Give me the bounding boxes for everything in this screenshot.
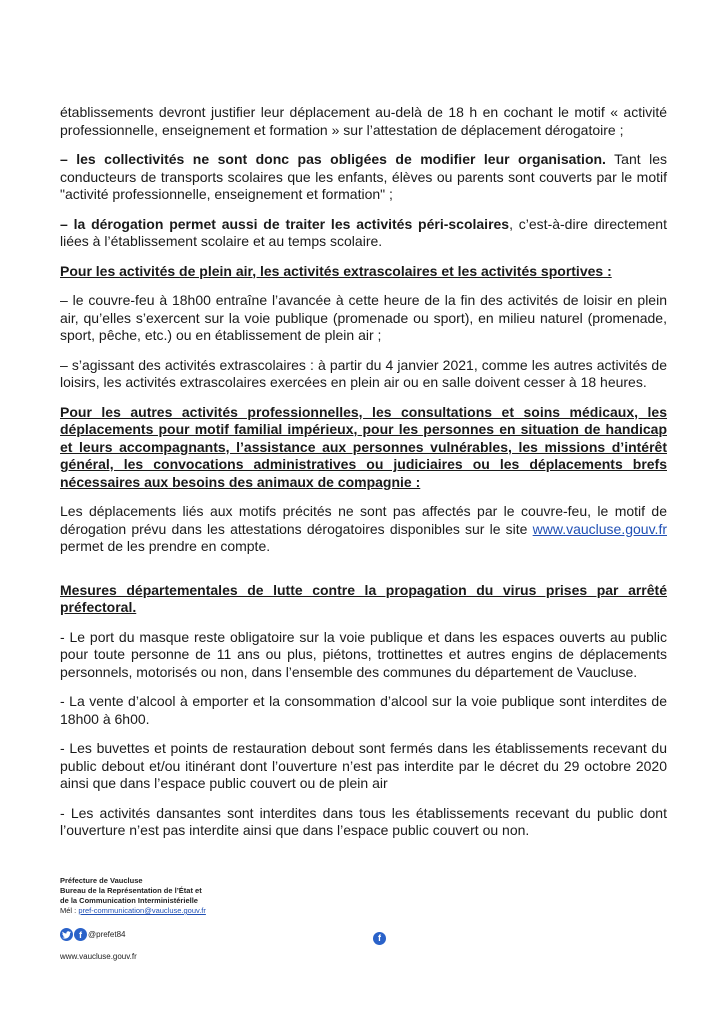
paragraph: - Les activités dansantes sont interdites dans tous les établissements recevant du public dont l’ouverture n’est pas interdite ainsi que dans l’espace public couvert ou non. [60,804,667,838]
website-link[interactable]: www.vaucluse.gouv.fr [532,520,667,537]
paragraph-text: Les déplacements liés aux motifs précités ne sont pas affectés par le couvre-feu, le motif de dérogation prévu dans les attestations dérogatoires disponibles sur le site [60,503,667,537]
facebook-icon[interactable]: f [373,928,387,946]
paragraph: - La vente d’alcool à emporter et la consommation d’alcool sur la voie publique sont interdites de 18h00 à 6h00. [60,693,667,727]
paragraph: – le couvre-feu à 18h00 entraîne l’avancée à cette heure de la fin des activités de loisir en plein air, qu’elles s’exercent sur la voie publique (promenade ou sport), en milieu naturel (promenade, sport, pêche, etc.) ou en établissement de plein air ; [60,292,667,343]
facebook-icon[interactable]: f [74,928,87,941]
mail-label: Mél : [60,906,79,915]
footer-bureau-2: de la Communication Interministérielle [60,896,198,905]
paragraph-text: Tant les conducteurs de transports scolaires que les enfants, élèves ou parents sont couverts par le motif "activité professionnelle, enseignement et formation" ; [60,151,667,202]
social-handle: @prefet84 [88,930,126,939]
paragraph-text: , c’est-à-dire directement liées à l’établissement scolaire et au temps scolaire. [60,215,667,249]
footer-org: Préfecture de Vaucluse [60,876,143,885]
footer-website[interactable]: www.vaucluse.gouv.fr [60,952,137,961]
social-links [60,928,125,941]
footer-bureau: Bureau de la Représentation de l’État et [60,886,202,895]
mail-link[interactable]: pref-communication@vaucluse.gouv.fr [78,906,206,915]
paragraph: établissements devront justifier leur déplacement au-delà de 18 h en cochant le motif « activité professionnelle, enseignement et formation » sur l’attestation de déplacement dérogatoire ; [60,104,667,138]
paragraph [60,503,667,556]
paragraph [60,151,667,204]
paragraph: – s’agissant des activités extrascolaires : à partir du 4 janvier 2021, comme les autres activités de loisirs, les activités extrascolaires exercées en plein air ou en salle doivent cesser à 18 heures. [60,356,667,390]
spacer [60,568,667,582]
twitter-icon[interactable] [60,928,73,941]
section-heading: Mesures départementales de lutte contre la propagation du virus prises par arrêté préfectoral. [60,581,667,615]
paragraph-text: permet de les prendre en compte. [60,538,271,554]
paragraph: - Le port du masque reste obligatoire sur la voie publique et dans les espaces ouverts au public pour toute personne de 11 ans ou plus, piétons, trottinettes et autres engins de déplacements personnels, motorisés ou non, dans l’ensemble des communes du département de Vaucluse. [60,628,667,680]
footer-block [60,876,206,916]
section-heading: Pour les activités de plein air, les activités extrascolaires et les activités sportives : [60,262,612,279]
paragraph: - Les buvettes et points de restauration debout sont fermés dans les établissements recevant du public debout et/ou itinérant dont l’ouverture n’est pas interdite par le décret du 29 octobre 2020 ainsi que dans l’espace public couvert ou de plein air [60,740,667,791]
section-heading: Pour les autres activités professionnelles, les consultations et soins médicaux, les déplacements pour motif familial impérieux, pour les personnes en situation de handicap et leurs accompagnants, l’assistance aux personnes vulnérables, les missions d’intérêt général, les convocations administratives ou judiciaires ou les déplacements brefs nécessaires aux besoins des animaux de compagnie : [60,403,667,490]
document-body [60,104,667,852]
footer-mail [60,906,206,916]
paragraph [60,216,667,251]
bold-lead: – les collectivités ne sont donc pas obligées de modifier leur organisation. [60,151,606,167]
bold-lead: – la dérogation permet aussi de traiter les activités péri-scolaires [60,215,510,232]
